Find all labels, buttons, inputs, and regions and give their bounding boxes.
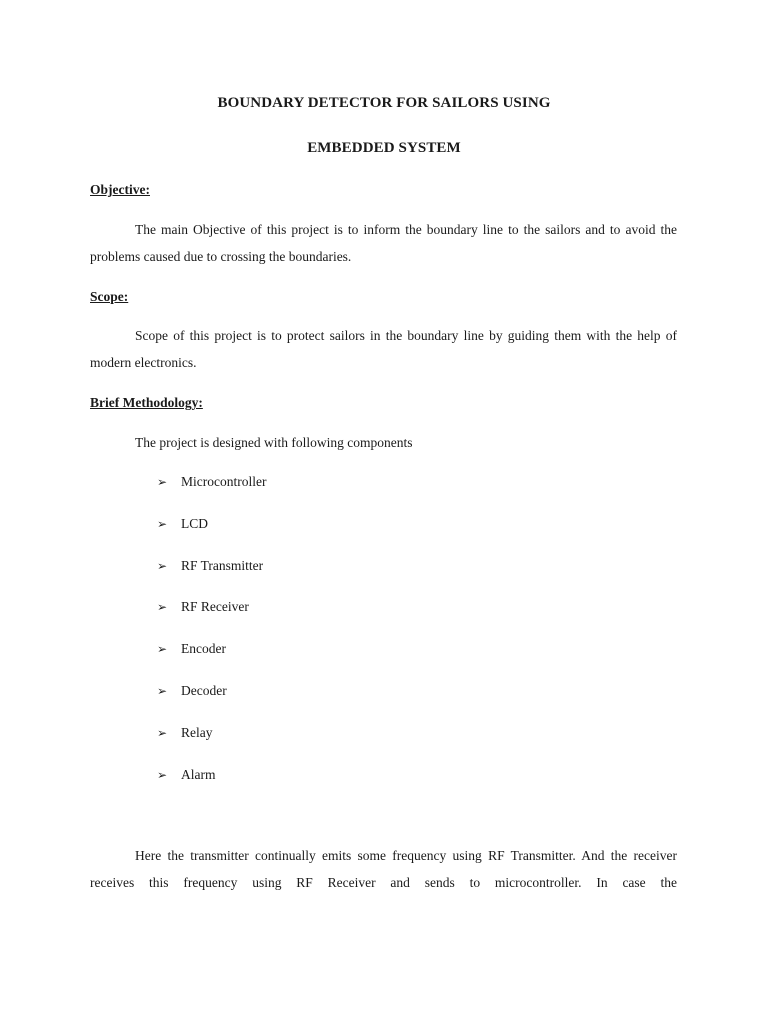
closing-paragraph xyxy=(90,842,677,896)
document-title-line-2: EMBEDDED SYSTEM xyxy=(307,140,461,156)
closing-text: Here the transmitter continually emits some frequency using RF Transmitter. And the receiver receives this frequency using RF Receiver and sends to microcontroller. In case the xyxy=(90,848,677,890)
list-item xyxy=(157,682,266,724)
arrow-bullet-icon: ➢ xyxy=(157,767,168,782)
list-item xyxy=(157,724,266,766)
arrow-bullet-icon: ➢ xyxy=(157,642,168,657)
list-item xyxy=(157,598,266,640)
list-item xyxy=(157,473,266,515)
list-item xyxy=(157,557,266,599)
components-list xyxy=(157,473,266,807)
scope-text: Scope of this project is to protect sailors in the boundary line by guiding them with the help of modern electronics. xyxy=(90,328,677,370)
component-label: RF Transmitter xyxy=(181,557,264,573)
methodology-heading: Brief Methodology: xyxy=(90,395,203,410)
component-label: Microcontroller xyxy=(181,474,267,489)
list-item xyxy=(157,515,266,557)
scope-paragraph xyxy=(90,322,677,376)
component-label: LCD xyxy=(181,515,208,531)
arrow-bullet-icon: ➢ xyxy=(157,683,168,698)
component-label: Alarm xyxy=(181,766,216,782)
component-label: Encoder xyxy=(181,641,226,657)
methodology-intro-text: The project is designed with following components xyxy=(135,435,413,450)
objective-heading: Objective: xyxy=(90,182,150,197)
methodology-intro-paragraph xyxy=(90,429,677,456)
arrow-bullet-icon: ➢ xyxy=(157,600,168,615)
component-label: RF Receiver xyxy=(181,599,249,615)
component-label: Decoder xyxy=(181,682,227,698)
objective-paragraph xyxy=(90,216,677,270)
arrow-bullet-icon: ➢ xyxy=(157,558,168,573)
list-item xyxy=(157,766,266,808)
scope-heading: Scope: xyxy=(90,289,129,304)
document-title-line-1: BOUNDARY DETECTOR FOR SAILORS USING xyxy=(217,95,551,111)
arrow-bullet-icon: ➢ xyxy=(157,475,168,489)
arrow-bullet-icon: ➢ xyxy=(157,725,168,740)
arrow-bullet-icon: ➢ xyxy=(157,516,168,531)
objective-text: The main Objective of this project is to inform the boundary line to the sailors and to avoid the problems caused due to crossing the boundaries. xyxy=(90,222,677,264)
component-label: Relay xyxy=(181,724,213,740)
list-item xyxy=(157,640,266,682)
